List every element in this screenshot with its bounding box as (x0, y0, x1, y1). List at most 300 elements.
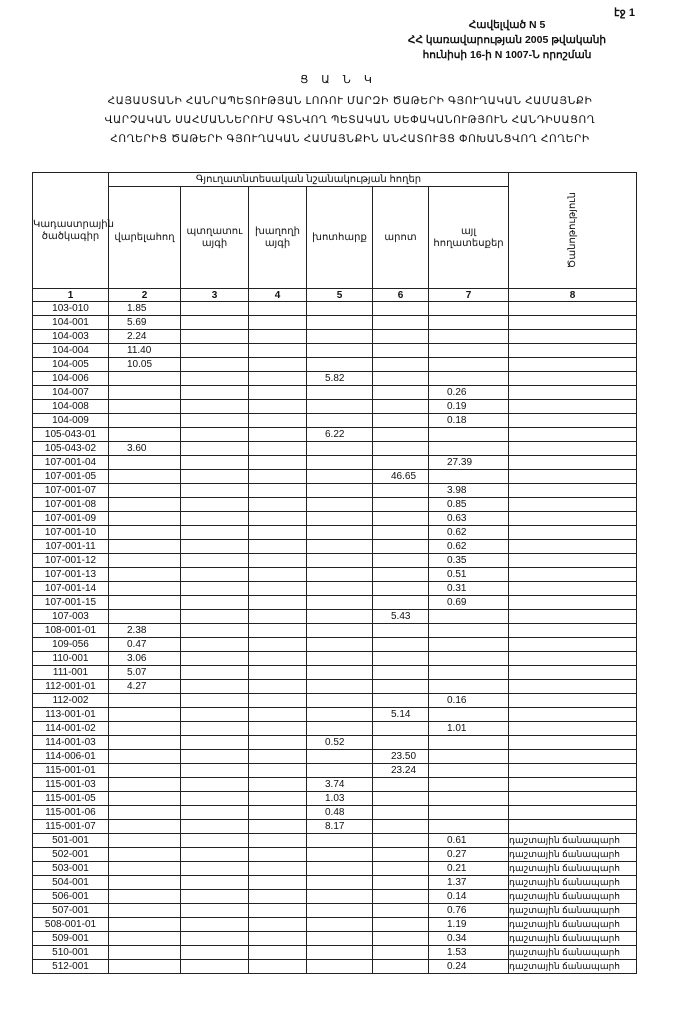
vineyard-cell (249, 736, 307, 750)
remark-cell (509, 568, 637, 582)
hayfield-cell (307, 442, 373, 456)
other-lands-cell: 0.34 (429, 932, 509, 946)
vineyard-cell (249, 554, 307, 568)
orchard-cell (181, 316, 249, 330)
pasture-cell (373, 862, 429, 876)
other-lands-cell (429, 708, 509, 722)
arable-cell (109, 540, 181, 554)
table-row (33, 750, 637, 764)
pasture-cell (373, 792, 429, 806)
vineyard-cell (249, 358, 307, 372)
table-row (33, 344, 637, 358)
cadastral-code-cell: 508-001-01 (33, 918, 109, 932)
hayfield-cell (307, 596, 373, 610)
orchard-cell (181, 820, 249, 834)
hayfield-cell: 6.22 (307, 428, 373, 442)
arable-cell (109, 960, 181, 974)
orchard-cell (181, 918, 249, 932)
table-row (33, 946, 637, 960)
hayfield-cell (307, 316, 373, 330)
orchard-cell (181, 862, 249, 876)
pasture-cell (373, 498, 429, 512)
vineyard-cell (249, 722, 307, 736)
other-lands-cell (429, 428, 509, 442)
vineyard-cell (249, 414, 307, 428)
cadastral-code-cell: 115-001-01 (33, 764, 109, 778)
other-lands-cell: 0.26 (429, 386, 509, 400)
pasture-cell (373, 554, 429, 568)
table-row (33, 792, 637, 806)
pasture-cell (373, 414, 429, 428)
hayfield-cell (307, 610, 373, 624)
pasture-cell (373, 666, 429, 680)
hayfield-cell (307, 722, 373, 736)
table-row (33, 540, 637, 554)
other-lands-cell (429, 316, 509, 330)
remark-cell (509, 386, 637, 400)
hayfield-cell (307, 358, 373, 372)
remark-cell: դաշտային ճանապարհ (509, 834, 637, 848)
table-row (33, 414, 637, 428)
pasture-cell (373, 302, 429, 316)
other-lands-cell: 3.98 (429, 484, 509, 498)
orchard-cell (181, 344, 249, 358)
remark-cell (509, 330, 637, 344)
remark-cell (509, 316, 637, 330)
orchard-cell (181, 792, 249, 806)
cadastral-code-cell: 105-043-01 (33, 428, 109, 442)
pasture-cell (373, 484, 429, 498)
remark-cell: դաշտային ճանապարհ (509, 904, 637, 918)
other-lands-cell: 0.27 (429, 848, 509, 862)
remark-cell (509, 554, 637, 568)
pasture-cell (373, 540, 429, 554)
arable-cell (109, 694, 181, 708)
remark-cell (509, 806, 637, 820)
column-number: 7 (429, 289, 509, 302)
column-number: 5 (307, 289, 373, 302)
orchard-cell (181, 834, 249, 848)
vineyard-cell (249, 848, 307, 862)
vineyard-cell (249, 596, 307, 610)
pasture-cell (373, 400, 429, 414)
pasture-cell (373, 820, 429, 834)
arable-cell (109, 876, 181, 890)
header-hayfield: խոտհարք (307, 187, 373, 289)
remark-cell (509, 526, 637, 540)
vineyard-cell (249, 624, 307, 638)
annex-line-3: հունիսի 16-ի N 1007-Ն որոշման (422, 49, 592, 61)
table-row (33, 764, 637, 778)
pasture-cell: 5.43 (373, 610, 429, 624)
arable-cell (109, 400, 181, 414)
hayfield-cell (307, 456, 373, 470)
hayfield-cell (307, 400, 373, 414)
remark-cell (509, 638, 637, 652)
cadastral-code-cell: 104-007 (33, 386, 109, 400)
arable-cell (109, 484, 181, 498)
pasture-cell (373, 834, 429, 848)
orchard-cell (181, 456, 249, 470)
other-lands-cell: 0.31 (429, 582, 509, 596)
pasture-cell (373, 736, 429, 750)
cadastral-code-cell: 107-001-13 (33, 568, 109, 582)
remark-cell: դաշտային ճանապարհ (509, 960, 637, 974)
header-pasture: արոտ (373, 187, 429, 289)
orchard-cell (181, 932, 249, 946)
vineyard-cell (249, 876, 307, 890)
other-lands-cell (429, 792, 509, 806)
header-cadastral-code: Կադաստրային ծածկագիր (33, 173, 109, 289)
remark-cell (509, 358, 637, 372)
vineyard-cell (249, 764, 307, 778)
orchard-cell (181, 652, 249, 666)
orchard-cell (181, 736, 249, 750)
hayfield-cell (307, 624, 373, 638)
cadastral-code-cell: 103-010 (33, 302, 109, 316)
cadastral-code-cell: 502-001 (33, 848, 109, 862)
pasture-cell (373, 442, 429, 456)
remark-cell (509, 512, 637, 526)
arable-cell (109, 526, 181, 540)
cadastral-code-cell: 107-001-14 (33, 582, 109, 596)
hayfield-cell (307, 652, 373, 666)
annex-line-2: ՀՀ կառավարության 2005 թվականի (407, 34, 607, 46)
cadastral-code-cell: 104-006 (33, 372, 109, 386)
hayfield-cell (307, 582, 373, 596)
table-row (33, 512, 637, 526)
table-row (33, 526, 637, 540)
cadastral-code-cell: 114-006-01 (33, 750, 109, 764)
vineyard-cell (249, 918, 307, 932)
pasture-cell (373, 946, 429, 960)
header-remark (509, 173, 637, 289)
table-row (33, 708, 637, 722)
other-lands-cell: 0.24 (429, 960, 509, 974)
arable-cell (109, 512, 181, 526)
orchard-cell (181, 372, 249, 386)
table-row (33, 778, 637, 792)
table-row (33, 568, 637, 582)
table-row (33, 638, 637, 652)
other-lands-cell (429, 820, 509, 834)
arable-cell (109, 470, 181, 484)
cadastral-code-cell: 107-001-07 (33, 484, 109, 498)
hayfield-cell (307, 890, 373, 904)
table-row (33, 456, 637, 470)
remark-cell (509, 680, 637, 694)
vineyard-cell (249, 316, 307, 330)
remark-cell (509, 344, 637, 358)
remark-cell (509, 428, 637, 442)
arable-cell (109, 386, 181, 400)
pasture-cell (373, 358, 429, 372)
orchard-cell (181, 722, 249, 736)
table-row (33, 428, 637, 442)
hayfield-cell (307, 302, 373, 316)
arable-cell (109, 764, 181, 778)
hayfield-cell (307, 904, 373, 918)
cadastral-code-cell: 510-001 (33, 946, 109, 960)
other-lands-cell: 0.21 (429, 862, 509, 876)
vineyard-cell (249, 400, 307, 414)
arable-cell (109, 708, 181, 722)
pasture-cell (373, 526, 429, 540)
cadastral-code-cell: 107-001-10 (33, 526, 109, 540)
other-lands-cell: 0.19 (429, 400, 509, 414)
column-number: 4 (249, 289, 307, 302)
orchard-cell (181, 890, 249, 904)
table-row (33, 932, 637, 946)
cadastral-code-cell: 107-001-15 (33, 596, 109, 610)
vineyard-cell (249, 302, 307, 316)
column-number: 2 (109, 289, 181, 302)
annex-header (387, 18, 627, 63)
orchard-cell (181, 526, 249, 540)
remark-cell: դաշտային ճանապարհ (509, 918, 637, 932)
other-lands-cell: 1.01 (429, 722, 509, 736)
table-row (33, 610, 637, 624)
orchard-cell (181, 666, 249, 680)
pasture-cell: 23.50 (373, 750, 429, 764)
arable-cell (109, 890, 181, 904)
vineyard-cell (249, 638, 307, 652)
cadastral-code-cell: 104-001 (33, 316, 109, 330)
header-other-lands: այլ հողատեսքեր (429, 187, 509, 289)
cadastral-code-cell: 504-001 (33, 876, 109, 890)
pasture-cell (373, 582, 429, 596)
table-row (33, 330, 637, 344)
other-lands-cell: 0.62 (429, 540, 509, 554)
orchard-cell (181, 596, 249, 610)
vineyard-cell (249, 652, 307, 666)
remark-cell (509, 792, 637, 806)
remark-cell (509, 610, 637, 624)
vineyard-cell (249, 820, 307, 834)
orchard-cell (181, 806, 249, 820)
hayfield-cell: 0.52 (307, 736, 373, 750)
hayfield-cell (307, 512, 373, 526)
other-lands-cell: 0.16 (429, 694, 509, 708)
column-number: 1 (33, 289, 109, 302)
cadastral-code-cell: 507-001 (33, 904, 109, 918)
pasture-cell (373, 638, 429, 652)
hayfield-cell: 1.03 (307, 792, 373, 806)
other-lands-cell: 1.37 (429, 876, 509, 890)
arable-cell (109, 456, 181, 470)
vineyard-cell (249, 694, 307, 708)
hayfield-cell (307, 876, 373, 890)
cadastral-code-cell: 104-004 (33, 344, 109, 358)
cadastral-code-cell: 114-001-02 (33, 722, 109, 736)
orchard-cell (181, 498, 249, 512)
orchard-cell (181, 848, 249, 862)
remark-cell: դաշտային ճանապարհ (509, 862, 637, 876)
column-number-row (33, 289, 637, 302)
table-row (33, 470, 637, 484)
arable-cell (109, 848, 181, 862)
vineyard-cell (249, 890, 307, 904)
orchard-cell (181, 442, 249, 456)
cadastral-code-cell: 501-001 (33, 834, 109, 848)
vineyard-cell (249, 330, 307, 344)
hayfield-cell (307, 764, 373, 778)
orchard-cell (181, 330, 249, 344)
hayfield-cell (307, 498, 373, 512)
other-lands-cell (429, 302, 509, 316)
subtitle-line-2: ՎԱՐՉԱԿԱՆ ՍԱՀՄԱՆՆԵՐՈՒՄ ԳՏՆՎՈՂ ՊԵՏԱԿԱՆ ՍԵՓԱԿԱՆՈՒԹՅՈՒՆ ՀԱՆԴԻՍԱՑՈՂ (104, 114, 596, 126)
arable-cell: 1.85 (109, 302, 181, 316)
remark-cell (509, 400, 637, 414)
table-row (33, 582, 637, 596)
arable-cell (109, 792, 181, 806)
table-row (33, 680, 637, 694)
other-lands-cell (429, 666, 509, 680)
remark-cell: դաշտային ճանապարհ (509, 946, 637, 960)
pasture-cell (373, 932, 429, 946)
hayfield-cell (307, 470, 373, 484)
hayfield-cell (307, 484, 373, 498)
cadastral-code-cell: 115-001-03 (33, 778, 109, 792)
other-lands-cell: 0.69 (429, 596, 509, 610)
pasture-cell (373, 876, 429, 890)
arable-cell (109, 736, 181, 750)
orchard-cell (181, 386, 249, 400)
hayfield-cell (307, 666, 373, 680)
cadastral-code-cell: 104-009 (33, 414, 109, 428)
remark-cell (509, 652, 637, 666)
arable-cell: 11.40 (109, 344, 181, 358)
hayfield-cell (307, 414, 373, 428)
remark-cell (509, 778, 637, 792)
remark-cell (509, 414, 637, 428)
pasture-cell (373, 456, 429, 470)
hayfield-cell (307, 526, 373, 540)
other-lands-cell (429, 470, 509, 484)
arable-cell (109, 610, 181, 624)
cadastral-code-cell: 509-001 (33, 932, 109, 946)
remark-cell (509, 470, 637, 484)
other-lands-cell (429, 638, 509, 652)
pasture-cell (373, 652, 429, 666)
vineyard-cell (249, 498, 307, 512)
hayfield-cell (307, 540, 373, 554)
hayfield-cell: 5.82 (307, 372, 373, 386)
orchard-cell (181, 400, 249, 414)
orchard-cell (181, 624, 249, 638)
table-row (33, 372, 637, 386)
remark-cell (509, 372, 637, 386)
orchard-cell (181, 680, 249, 694)
table-row (33, 960, 637, 974)
cadastral-code-cell: 111-001 (33, 666, 109, 680)
hayfield-cell (307, 554, 373, 568)
arable-cell: 0.47 (109, 638, 181, 652)
arable-cell: 3.60 (109, 442, 181, 456)
orchard-cell (181, 358, 249, 372)
arable-cell (109, 722, 181, 736)
land-table (32, 172, 637, 974)
column-number: 3 (181, 289, 249, 302)
orchard-cell (181, 568, 249, 582)
cadastral-code-cell: 503-001 (33, 862, 109, 876)
cadastral-code-cell: 104-008 (33, 400, 109, 414)
remark-cell (509, 498, 637, 512)
hayfield-cell (307, 932, 373, 946)
cadastral-code-cell: 107-001-12 (33, 554, 109, 568)
remark-cell: դաշտային ճանապարհ (509, 876, 637, 890)
other-lands-cell: 1.53 (429, 946, 509, 960)
pasture-cell (373, 596, 429, 610)
arable-cell (109, 750, 181, 764)
pasture-cell (373, 778, 429, 792)
other-lands-cell: 0.85 (429, 498, 509, 512)
pasture-cell (373, 428, 429, 442)
cadastral-code-cell: 107-001-08 (33, 498, 109, 512)
other-lands-cell: 0.76 (429, 904, 509, 918)
cadastral-code-cell: 115-001-05 (33, 792, 109, 806)
orchard-cell (181, 708, 249, 722)
table-row (33, 498, 637, 512)
arable-cell (109, 946, 181, 960)
arable-cell (109, 554, 181, 568)
hayfield-cell (307, 946, 373, 960)
pasture-cell (373, 960, 429, 974)
pasture-cell (373, 722, 429, 736)
arable-cell: 5.69 (109, 316, 181, 330)
document-title: Ց Ա Ն Կ (300, 74, 377, 86)
arable-cell: 10.05 (109, 358, 181, 372)
other-lands-cell (429, 610, 509, 624)
other-lands-cell: 27.39 (429, 456, 509, 470)
other-lands-cell (429, 442, 509, 456)
hayfield-cell (307, 918, 373, 932)
cadastral-code-cell: 109-056 (33, 638, 109, 652)
cadastral-code-cell: 107-001-05 (33, 470, 109, 484)
vineyard-cell (249, 904, 307, 918)
arable-cell (109, 414, 181, 428)
vineyard-cell (249, 778, 307, 792)
remark-cell (509, 582, 637, 596)
other-lands-cell (429, 372, 509, 386)
vineyard-cell (249, 750, 307, 764)
arable-cell: 5.07 (109, 666, 181, 680)
remark-cell: դաշտային ճանապարհ (509, 890, 637, 904)
pasture-cell (373, 680, 429, 694)
vineyard-cell (249, 428, 307, 442)
hayfield-cell (307, 708, 373, 722)
cadastral-code-cell: 107-001-11 (33, 540, 109, 554)
remark-cell (509, 750, 637, 764)
vineyard-cell (249, 372, 307, 386)
table-row (33, 484, 637, 498)
header-agricultural-land: Գյուղատնտեսական նշանակության հողեր (109, 173, 509, 187)
cadastral-code-cell: 115-001-06 (33, 806, 109, 820)
vineyard-cell (249, 470, 307, 484)
cadastral-code-cell: 506-001 (33, 890, 109, 904)
table-row (33, 400, 637, 414)
hayfield-cell (307, 680, 373, 694)
arable-cell (109, 904, 181, 918)
vineyard-cell (249, 568, 307, 582)
table-row (33, 316, 637, 330)
table-row (33, 722, 637, 736)
vineyard-cell (249, 806, 307, 820)
arable-cell (109, 778, 181, 792)
table-row (33, 442, 637, 456)
annex-line-1: Հավելված N 5 (468, 19, 546, 31)
remark-cell (509, 302, 637, 316)
